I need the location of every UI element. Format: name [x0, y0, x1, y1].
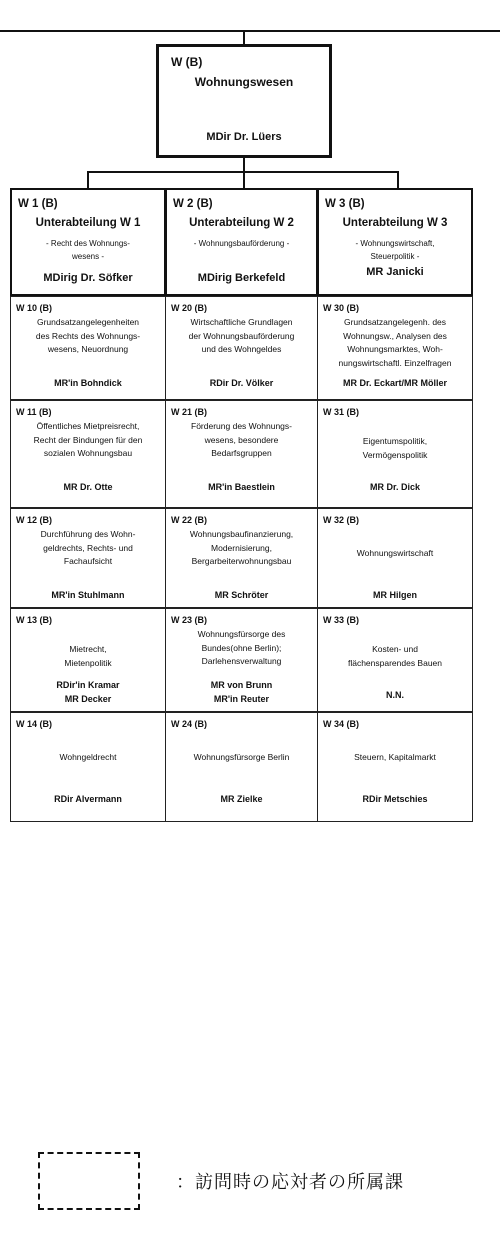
unit-description-line: Grundsatzangelegenheiten: [36, 317, 140, 327]
unit-code: W 11 (B): [16, 407, 52, 417]
subdivision-title: Unterabteilung W 3: [342, 217, 448, 229]
unit-description-line: der Wohnungsbauförderung: [188, 330, 295, 341]
unit-description-line: Grundsatzangelegenh. des: [343, 317, 447, 327]
unit-description-line: Recht der Bindungen für den: [33, 434, 143, 445]
unit-code: W 31 (B): [323, 407, 359, 417]
unit-head-line: MR'in Reuter: [213, 693, 270, 704]
unit-description-line: Bedarfsgruppen: [211, 448, 272, 458]
department-name: Wohnungswesen: [194, 75, 294, 89]
unit-description-line: nungswirtschaftl. Einzelfragen: [338, 357, 452, 368]
unit-description-line: Steuern, Kapitalmarkt: [354, 752, 436, 762]
unit-head-line: MR Hilgen: [373, 590, 417, 600]
unit-code: W 20 (B): [171, 303, 207, 313]
unit-description-line: Bergarbeiterwohnungsbau: [191, 556, 292, 566]
unit-code: W 24 (B): [171, 719, 207, 729]
unit-head: [11, 679, 165, 706]
desc-line: wesens -: [71, 252, 104, 261]
unit-cell: [165, 508, 318, 608]
unit-description: [169, 528, 314, 569]
unit-cell: [317, 712, 473, 822]
unit-description-line: Wohnungsfürsorge Berlin: [193, 752, 290, 762]
branch-drop-w2: [243, 171, 245, 188]
subdivision-code: W 3 (B): [325, 198, 365, 210]
unit-description-line: Eigentumspolitik,: [362, 436, 428, 446]
unit-description: [169, 316, 314, 357]
unit-code: W 22 (B): [171, 515, 207, 525]
unit-code: W 10 (B): [16, 303, 52, 313]
unit-code: W 13 (B): [16, 615, 52, 625]
unit-cell: [165, 712, 318, 822]
unit-code: W 30 (B): [323, 303, 359, 313]
subdivision-w1: [10, 188, 166, 296]
subdivision-head: MDirig Berkefeld: [197, 272, 286, 284]
unit-head-line: N.N.: [386, 690, 404, 700]
subdivision-title: Unterabteilung W 1: [35, 217, 141, 229]
subdivision-code: W 2 (B): [173, 198, 213, 210]
subdivision-w3: [317, 188, 473, 296]
unit-description-line: Mietenpolitik: [64, 657, 112, 668]
unit-head: [318, 793, 472, 807]
unit-head: [11, 481, 165, 495]
unit-head-line: MR Decker: [64, 693, 112, 704]
unit-cell: [317, 608, 473, 712]
unit-code: W 33 (B): [323, 615, 359, 625]
unit-head: [166, 589, 317, 603]
unit-code: W 21 (B): [171, 407, 207, 417]
unit-description-line: und des Wohngeldes: [201, 344, 282, 354]
unit-head-line: MR Schröter: [214, 590, 269, 600]
unit-head-line: MR'in Stuhlmann: [51, 590, 125, 600]
unit-description-line: des Rechts des Wohnungs-: [35, 330, 141, 341]
unit-cell: [165, 608, 318, 712]
unit-description-line: Durchführung des Wohn-: [40, 529, 136, 539]
unit-head: [166, 481, 317, 495]
unit-head-line: MR'in Baestlein: [208, 482, 275, 492]
unit-description: [14, 420, 162, 461]
unit-head: [166, 793, 317, 807]
unit-head-line: RDir'in Kramar: [56, 680, 120, 690]
unit-cell: [317, 508, 473, 608]
unit-head: [318, 481, 472, 495]
legend-dashed-box: [38, 1152, 140, 1210]
branch-drop-w1: [87, 171, 89, 188]
unit-code: W 32 (B): [323, 515, 359, 525]
subdivision-desc: [16, 237, 160, 263]
unit-description-line: wesens, Neuordnung: [47, 344, 129, 354]
desc-line: - Wohnungswirtschaft,: [355, 239, 435, 248]
unit-description-line: Wohnungsfürsorge des: [197, 629, 286, 639]
subdivision-w2: [165, 188, 318, 296]
top-vertical-connector: [243, 30, 245, 44]
unit-cell: [165, 296, 318, 400]
subdivision-desc: [171, 237, 312, 250]
unit-head-line: RDir Metschies: [362, 794, 428, 804]
unit-description-line: Wohnungswirtschaft: [356, 548, 434, 558]
unit-head-line: MR Zielke: [220, 794, 263, 804]
unit-head: [11, 589, 165, 603]
unit-code: W 34 (B): [323, 719, 359, 729]
unit-cell: [10, 400, 166, 508]
unit-cell: [10, 712, 166, 822]
unit-cell: [10, 608, 166, 712]
unit-description: [14, 643, 162, 670]
department-box: [156, 44, 332, 158]
unit-description-line: Wohnungsbaufinanzierung,: [189, 529, 294, 539]
unit-code: W 12 (B): [16, 515, 52, 525]
desc-line: - Wohnungsbauförderung -: [193, 239, 290, 248]
unit-description-line: Mietrecht,: [69, 644, 107, 654]
unit-head: [11, 377, 165, 391]
unit-code: W 14 (B): [16, 719, 52, 729]
unit-description-line: Wirtschaftliche Grundlagen: [190, 317, 293, 327]
subdivision-desc: [323, 237, 467, 263]
unit-head: [166, 377, 317, 391]
unit-cell: [10, 508, 166, 608]
department-code: W (B): [171, 55, 203, 69]
unit-description-line: Wohnungsw., Analysen des: [343, 330, 447, 341]
unit-description: [169, 628, 314, 669]
mid-vertical-connector: [243, 158, 245, 172]
unit-cell: [317, 296, 473, 400]
subdivision-title: Unterabteilung W 2: [189, 217, 294, 229]
unit-description-line: flächensparendes Bauen: [347, 657, 443, 668]
unit-description: [321, 547, 469, 561]
unit-head-line: RDir Dr. Völker: [209, 378, 274, 388]
unit-description: [169, 420, 314, 461]
unit-head-line: MR von Brunn: [210, 680, 273, 690]
top-horizontal-line: [0, 30, 500, 32]
unit-description-line: Vermögenspolitik: [362, 449, 428, 460]
legend-text: ：訪問時の応対者の所属課: [176, 1172, 404, 1193]
unit-description-line: Modernisierung,: [211, 542, 272, 553]
department-head: MDir Dr. Lüers: [206, 131, 282, 143]
unit-description-line: Darlehensverwaltung: [201, 656, 282, 666]
unit-description-line: Förderung des Wohnungs-: [191, 421, 292, 431]
unit-description: [169, 751, 314, 765]
subdivision-head: MR Janicki: [366, 266, 424, 278]
subdivision-head: MDirig Dr. Söfker: [43, 272, 133, 284]
unit-description: [14, 316, 162, 357]
unit-head-line: MR'in Bohndick: [54, 378, 122, 388]
unit-description-line: Wohnungsmarktes, Woh-: [347, 344, 443, 354]
unit-head: [318, 377, 472, 391]
branch-drop-w3: [397, 171, 399, 188]
unit-description: [321, 751, 469, 765]
unit-description: [14, 751, 162, 765]
unit-head: [318, 689, 472, 703]
unit-description-line: sozialen Wohnungsbau: [43, 448, 133, 458]
subdivision-code: W 1 (B): [18, 198, 58, 210]
unit-description: [14, 528, 162, 569]
desc-line: - Recht des Wohnungs-: [46, 239, 130, 248]
unit-description-line: Bundes(ohne Berlin);: [201, 642, 282, 653]
desc-line: Steuerpolitik -: [370, 252, 420, 261]
unit-cell: [317, 400, 473, 508]
unit-description-line: wesens, besondere: [204, 434, 279, 445]
unit-description-line: Öffentliches Mietpreisrecht,: [36, 421, 140, 431]
unit-description-line: Fachaufsicht: [63, 556, 113, 566]
unit-description-line: geldrechts, Rechts- und: [43, 542, 133, 553]
unit-head: [318, 589, 472, 603]
unit-code: W 23 (B): [171, 615, 207, 625]
unit-cell: [165, 400, 318, 508]
unit-head-line: MR Dr. Otte: [63, 482, 113, 492]
unit-head-line: MR Dr. Eckart/MR Möller: [342, 378, 448, 388]
unit-head: [166, 679, 317, 706]
unit-description: [321, 316, 469, 370]
unit-description-line: Kosten- und: [372, 644, 418, 654]
unit-head-line: MR Dr. Dick: [369, 482, 420, 492]
unit-head: [11, 793, 165, 807]
unit-description: [321, 435, 469, 462]
unit-description-line: Wohngeldrecht: [59, 752, 117, 762]
unit-head-line: RDir Alvermann: [54, 794, 122, 804]
unit-cell: [10, 296, 166, 400]
unit-description: [321, 643, 469, 670]
